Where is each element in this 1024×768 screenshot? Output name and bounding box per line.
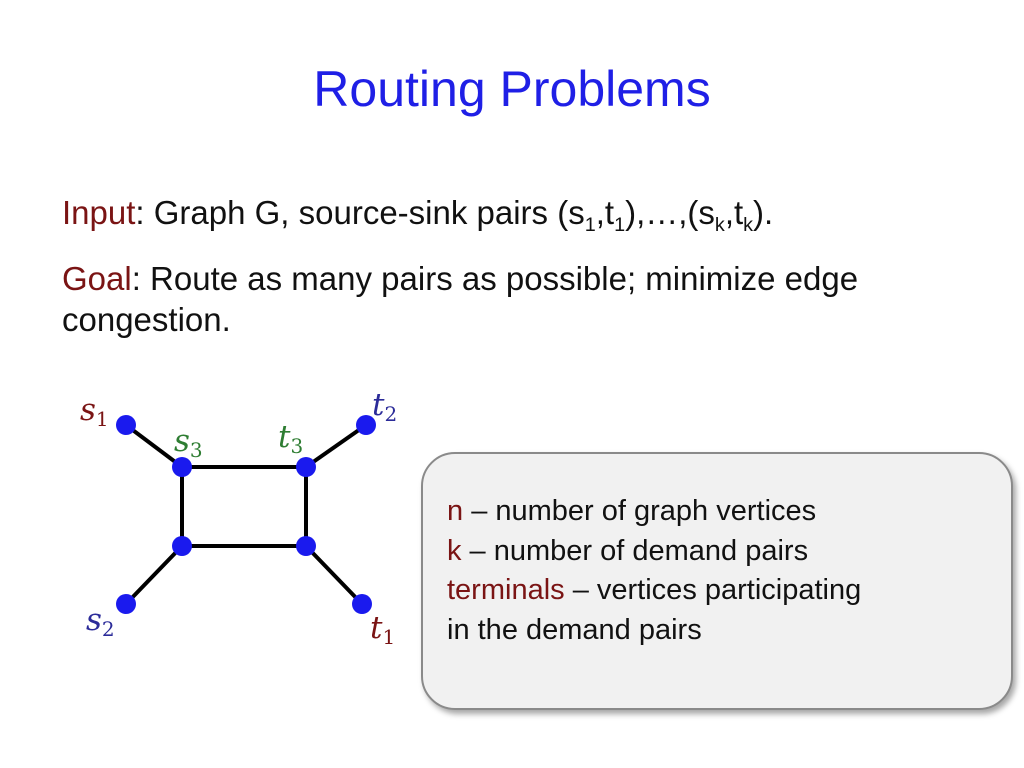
vertex-label-sub-t3: 3 xyxy=(290,434,304,458)
goal-text: : Route as many pairs as possible; minimize edge congestion. xyxy=(62,260,859,339)
graph-edge-b-t1 xyxy=(306,546,362,604)
graph-vertex-a xyxy=(172,536,192,556)
graph-edge-a-s2 xyxy=(126,546,182,604)
input-sub-2: 1 xyxy=(614,213,626,236)
input-sub-4: k xyxy=(743,213,754,236)
graph-edges xyxy=(126,425,366,604)
definition-k xyxy=(447,532,1011,572)
input-label: Input xyxy=(62,194,136,231)
definition-terminals-text-2: in the demand pairs xyxy=(447,614,702,647)
graph-vertex-s1 xyxy=(116,415,136,435)
graph-vertex-t3 xyxy=(296,457,316,477)
input-text-4: ,t xyxy=(724,194,744,231)
vertex-label-letter-s1: s xyxy=(80,392,96,428)
vertex-label-sub-s3: 3 xyxy=(189,438,203,462)
graph-vertex-s2 xyxy=(116,594,136,614)
vertex-label-letter-t1: t xyxy=(370,610,383,646)
definition-terminals-text: – vertices participating xyxy=(564,574,862,607)
graph-vertex-t1 xyxy=(352,594,372,614)
vertex-label-sub-s1: 1 xyxy=(95,407,109,431)
graph-vertex-b xyxy=(296,536,316,556)
goal-paragraph xyxy=(62,258,962,341)
input-paragraph xyxy=(62,192,774,236)
definition-terminals-cont xyxy=(447,611,1011,651)
term-terminals: terminals xyxy=(447,574,565,607)
definition-n-text: – number of graph vertices xyxy=(463,495,817,527)
definition-k-text: – number of demand pairs xyxy=(461,534,809,567)
vertex-label-letter-s2: s xyxy=(86,602,102,638)
definitions-box xyxy=(421,452,1013,710)
term-n: n xyxy=(447,495,464,527)
input-sub-3: k xyxy=(714,213,725,236)
vertex-label-s3 xyxy=(174,423,203,462)
vertex-label-t2 xyxy=(372,387,397,426)
definition-n xyxy=(447,492,1011,532)
term-k: k xyxy=(447,534,462,567)
vertex-label-t3 xyxy=(278,419,303,458)
input-text-2: ,t xyxy=(595,194,615,231)
graph-edge-t3-t2 xyxy=(306,425,366,467)
vertex-label-t1 xyxy=(370,610,395,649)
vertex-label-s2 xyxy=(86,602,115,641)
vertex-label-letter-t2: t xyxy=(372,387,385,423)
input-text-3: ),…,(s xyxy=(625,194,715,231)
vertex-label-sub-s2: 2 xyxy=(101,617,115,641)
vertex-label-s1 xyxy=(80,392,109,431)
slide-title: Routing Problems xyxy=(313,61,711,117)
input-sub-1: 1 xyxy=(584,213,596,236)
input-text-5: ). xyxy=(753,194,774,231)
vertex-label-sub-t2: 2 xyxy=(384,402,398,426)
definition-terminals xyxy=(447,571,1011,611)
vertex-label-letter-s3: s xyxy=(174,423,190,459)
graph-diagram xyxy=(70,385,410,655)
vertex-label-letter-t3: t xyxy=(278,419,291,455)
vertex-label-sub-t1: 1 xyxy=(382,625,396,649)
input-text-1: : Graph G, source-sink pairs (s xyxy=(135,194,585,231)
goal-label: Goal xyxy=(62,260,132,297)
